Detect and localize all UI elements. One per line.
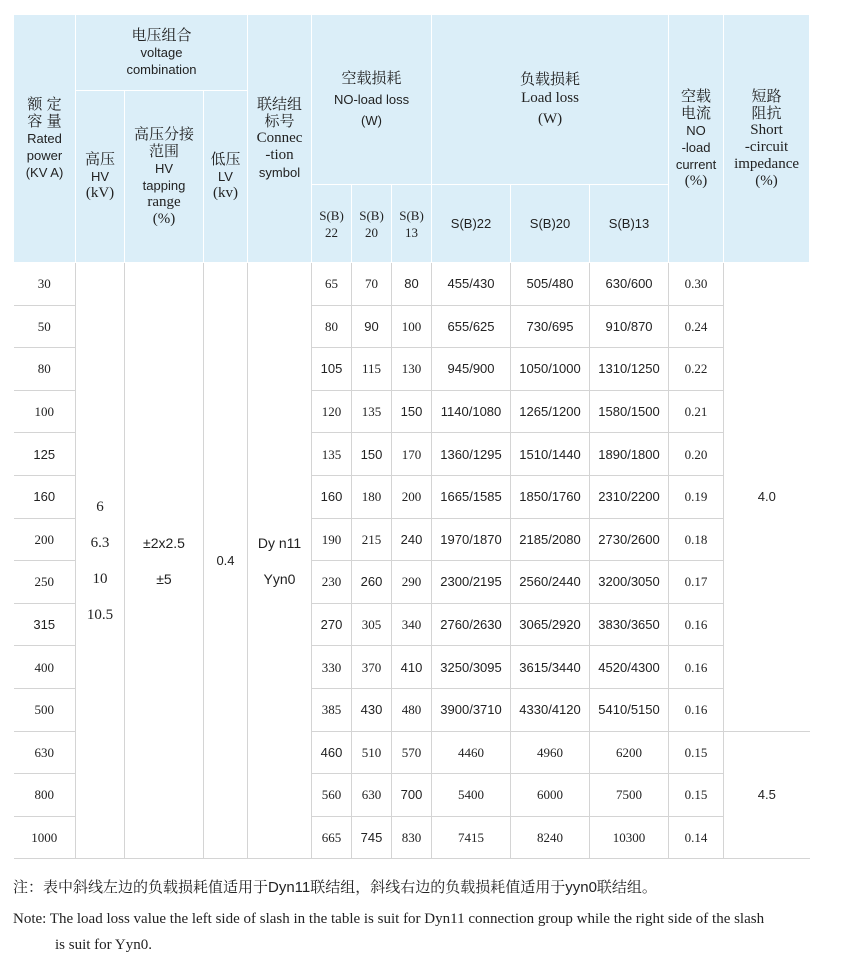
load-loss-cell: 10300 — [590, 816, 669, 859]
note-chinese: 注：表中斜线左边的负载损耗值适用于Dyn11联结组，斜线右边的负载损耗值适用于yyn0联结组。 — [13, 879, 657, 896]
noload-loss-cell: 370 — [352, 646, 392, 689]
noload-loss-cell: 665 — [312, 816, 352, 859]
noload-loss-cell: 270 — [312, 603, 352, 646]
noload-current-cell: 0.17 — [669, 561, 724, 604]
hv-tapping-cell — [125, 263, 204, 859]
merged-value: Yyn0 — [263, 570, 296, 587]
load-loss-cell: 1890/1800 — [590, 433, 669, 476]
rated-power-cell: 500 — [14, 688, 76, 731]
noload-loss-cell: 230 — [312, 561, 352, 604]
noload-loss-cell: 120 — [312, 390, 352, 433]
header-noload-sb13: S(B) 13 — [392, 185, 432, 263]
noload-loss-cell: 630 — [352, 774, 392, 817]
load-loss-cell: 3615/3440 — [511, 646, 590, 689]
header-short-circuit-impedance: 短路 阻抗 Short -circuit impedance (%) — [724, 15, 810, 263]
load-loss-cell: 2185/2080 — [511, 518, 590, 561]
load-loss-cell: 5400 — [432, 774, 511, 817]
noload-loss-cell: 135 — [352, 390, 392, 433]
load-loss-cell: 1050/1000 — [511, 348, 590, 391]
noload-loss-cell: 150 — [392, 390, 432, 433]
noload-loss-cell: 135 — [312, 433, 352, 476]
load-loss-cell: 730/695 — [511, 305, 590, 348]
noload-current-cell: 0.15 — [669, 774, 724, 817]
rated-power-cell: 400 — [14, 646, 76, 689]
noload-loss-cell: 385 — [312, 688, 352, 731]
rated-power-cell: 800 — [14, 774, 76, 817]
rated-power-cell: 315 — [14, 603, 76, 646]
load-loss-cell: 455/430 — [432, 263, 511, 306]
load-loss-cell: 2560/2440 — [511, 561, 590, 604]
noload-loss-cell: 200 — [392, 475, 432, 518]
note-english — [13, 906, 833, 958]
noload-loss-cell: 100 — [392, 305, 432, 348]
merged-value: 10.5 — [86, 606, 114, 623]
rated-power-cell: 80 — [14, 348, 76, 391]
load-loss-cell: 1265/1200 — [511, 390, 590, 433]
header-noload-sb22: S(B) 22 — [312, 185, 352, 263]
load-loss-cell: 505/480 — [511, 263, 590, 306]
noload-loss-cell: 260 — [352, 561, 392, 604]
impedance-cell: 4.5 — [724, 731, 810, 859]
load-loss-cell: 4460 — [432, 731, 511, 774]
load-loss-cell: 3250/3095 — [432, 646, 511, 689]
noload-loss-cell: 215 — [352, 518, 392, 561]
noload-current-cell: 0.20 — [669, 433, 724, 476]
load-loss-cell: 2310/2200 — [590, 475, 669, 518]
noload-loss-cell: 105 — [312, 348, 352, 391]
noload-loss-cell: 80 — [312, 305, 352, 348]
noload-current-cell: 0.15 — [669, 731, 724, 774]
noload-current-cell: 0.22 — [669, 348, 724, 391]
header-rated-power: 额 定 容 量 Rated power (KV A) — [14, 15, 76, 263]
noload-current-cell: 0.19 — [669, 475, 724, 518]
header-load-loss: 负载损耗 Load loss (W) — [432, 15, 669, 185]
load-loss-cell: 1140/1080 — [432, 390, 511, 433]
load-loss-cell: 945/900 — [432, 348, 511, 391]
load-loss-cell: 1310/1250 — [590, 348, 669, 391]
header-load-sb13: S(B)13 — [590, 185, 669, 263]
noload-loss-cell: 570 — [392, 731, 432, 774]
transformer-spec-table — [13, 14, 810, 859]
noload-loss-cell: 330 — [312, 646, 352, 689]
noload-loss-cell: 290 — [392, 561, 432, 604]
noload-loss-cell: 305 — [352, 603, 392, 646]
note-english-line1: Note: The load loss value the left side of slash in the table is suit for Dyn11 connection group while the right side of the slash — [13, 911, 765, 927]
load-loss-cell: 2730/2600 — [590, 518, 669, 561]
connection-symbol-cell — [248, 263, 312, 859]
noload-current-cell: 0.16 — [669, 603, 724, 646]
load-loss-cell: 910/870 — [590, 305, 669, 348]
load-loss-cell: 3900/3710 — [432, 688, 511, 731]
noload-loss-cell: 65 — [312, 263, 352, 306]
rated-power-cell: 50 — [14, 305, 76, 348]
merged-value: 6.3 — [90, 534, 110, 551]
noload-current-cell: 0.16 — [669, 646, 724, 689]
noload-current-cell: 0.24 — [669, 305, 724, 348]
noload-loss-cell: 130 — [392, 348, 432, 391]
noload-loss-cell: 340 — [392, 603, 432, 646]
noload-loss-cell: 160 — [312, 475, 352, 518]
noload-loss-cell: 150 — [352, 433, 392, 476]
noload-current-cell: 0.30 — [669, 263, 724, 306]
noload-loss-cell: 240 — [392, 518, 432, 561]
load-loss-cell: 1665/1585 — [432, 475, 511, 518]
noload-loss-cell: 170 — [392, 433, 432, 476]
load-loss-cell: 1510/1440 — [511, 433, 590, 476]
noload-current-cell: 0.18 — [669, 518, 724, 561]
load-loss-cell: 3200/3050 — [590, 561, 669, 604]
load-loss-cell: 7500 — [590, 774, 669, 817]
load-loss-cell: 6200 — [590, 731, 669, 774]
noload-loss-cell: 460 — [312, 731, 352, 774]
noload-loss-cell: 80 — [392, 263, 432, 306]
load-loss-cell: 1970/1870 — [432, 518, 511, 561]
noload-loss-cell: 480 — [392, 688, 432, 731]
noload-loss-cell: 410 — [392, 646, 432, 689]
note-english-line2: is suit for Yyn0. — [55, 937, 152, 953]
header-noload-loss: 空载损耗 NO-load loss (W) — [312, 15, 432, 185]
table-row — [14, 263, 810, 306]
header-hv-tapping: 高压分接 范围 HV tapping range (%) — [125, 91, 204, 263]
header-hv: 高压 HV (kV) — [76, 91, 125, 263]
rated-power-cell: 160 — [14, 475, 76, 518]
header-lv: 低压 LV (kv) — [204, 91, 248, 263]
rated-power-cell: 630 — [14, 731, 76, 774]
header-voltage-combination: 电压组合 voltage combination — [76, 15, 248, 91]
header-connection-symbol: 联结组 标号 Connec -tion symbol — [248, 15, 312, 263]
header-noload-current: 空载 电流 NO -load current (%) — [669, 15, 724, 263]
noload-loss-cell: 830 — [392, 816, 432, 859]
load-loss-cell: 655/625 — [432, 305, 511, 348]
noload-loss-cell: 190 — [312, 518, 352, 561]
rated-power-cell: 30 — [14, 263, 76, 306]
load-loss-cell: 6000 — [511, 774, 590, 817]
load-loss-cell: 4960 — [511, 731, 590, 774]
noload-loss-cell: 510 — [352, 731, 392, 774]
noload-current-cell: 0.16 — [669, 688, 724, 731]
load-loss-cell: 2300/2195 — [432, 561, 511, 604]
load-loss-cell: 4520/4300 — [590, 646, 669, 689]
load-loss-cell: 7415 — [432, 816, 511, 859]
merged-value: Dy n11 — [257, 534, 302, 551]
merged-value: 6 — [96, 498, 104, 515]
merged-value: ±2x2.5 — [143, 534, 185, 551]
noload-loss-cell: 745 — [352, 816, 392, 859]
rated-power-cell: 1000 — [14, 816, 76, 859]
load-loss-cell: 630/600 — [590, 263, 669, 306]
noload-current-cell: 0.14 — [669, 816, 724, 859]
merged-value: 10 — [92, 570, 108, 587]
noload-loss-cell: 90 — [352, 305, 392, 348]
header-noload-sb20: S(B) 20 — [352, 185, 392, 263]
load-loss-cell: 3065/2920 — [511, 603, 590, 646]
noload-current-cell: 0.21 — [669, 390, 724, 433]
load-loss-cell: 3830/3650 — [590, 603, 669, 646]
noload-loss-cell: 560 — [312, 774, 352, 817]
noload-loss-cell: 180 — [352, 475, 392, 518]
rated-power-cell: 125 — [14, 433, 76, 476]
load-loss-cell: 4330/4120 — [511, 688, 590, 731]
impedance-cell: 4.0 — [724, 263, 810, 732]
rated-power-cell: 200 — [14, 518, 76, 561]
load-loss-cell: 5410/5150 — [590, 688, 669, 731]
noload-loss-cell: 115 — [352, 348, 392, 391]
load-loss-cell: 8240 — [511, 816, 590, 859]
header-load-sb20: S(B)20 — [511, 185, 590, 263]
load-loss-cell: 1850/1760 — [511, 475, 590, 518]
noload-loss-cell: 70 — [352, 263, 392, 306]
merged-value: ±5 — [156, 570, 172, 587]
header-load-sb22: S(B)22 — [432, 185, 511, 263]
load-loss-cell: 2760/2630 — [432, 603, 511, 646]
load-loss-cell: 1580/1500 — [590, 390, 669, 433]
load-loss-cell: 1360/1295 — [432, 433, 511, 476]
noload-loss-cell: 430 — [352, 688, 392, 731]
noload-loss-cell: 700 — [392, 774, 432, 817]
rated-power-cell: 100 — [14, 390, 76, 433]
rated-power-cell: 250 — [14, 561, 76, 604]
hv-values-cell — [76, 263, 125, 859]
lv-value-cell: 0.4 — [204, 263, 248, 859]
